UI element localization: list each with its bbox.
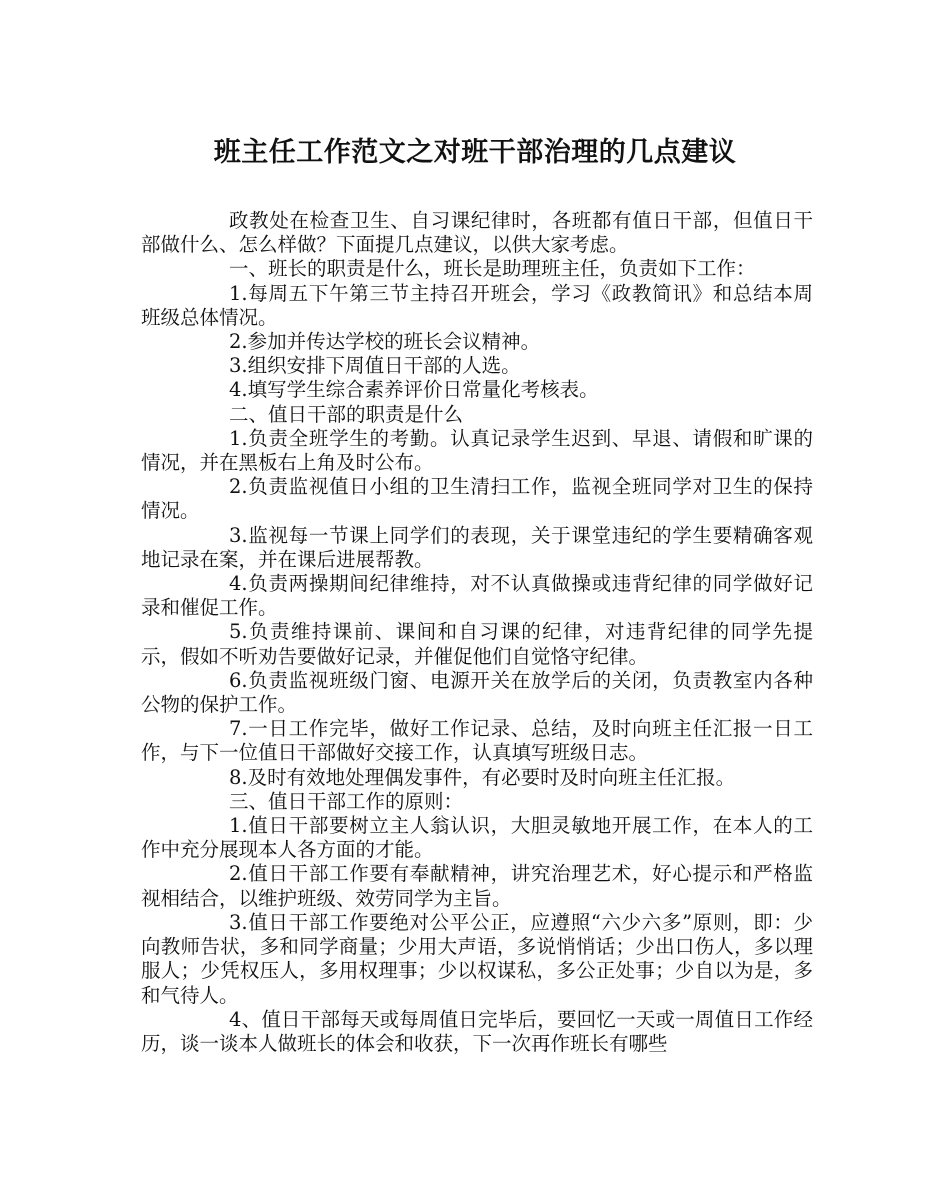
list-item: 4、值日干部每天或每周值日完毕后，要回忆一天或一周值日工作经历，谈一谈本人做班长的体会和收获，下一次再作班长有哪些 <box>141 1007 813 1055</box>
list-item: 2.参加并传达学校的班长会议精神。 <box>229 330 541 354</box>
list-item: 3.监视每一节课上同学们的表现，关于课堂违纪的学生要精确客观地记录在案，并在课后进展帮教。 <box>141 523 813 571</box>
document-title: 班主任工作范文之对班干部治理的几点建议 <box>213 137 737 168</box>
list-item: 8.及时有效地处理偶发事件，有必要时及时向班主任汇报。 <box>229 765 736 789</box>
section-heading-principles: 三、值日干部工作的原则： <box>229 789 464 813</box>
list-item: 5.负责维持课前、课间和自习课的纪律，对违背纪律的同学先提示，假如不听劝告要做好记录，并催促他们自觉恪守纪律。 <box>141 620 813 668</box>
document-body <box>141 209 813 1056</box>
list-item: 4.填写学生综合素养评价日常量化考核表。 <box>229 378 599 402</box>
paragraph-intro: 政教处在检查卫生、自习课纪律时，各班都有值日干部，但值日干部做什么、怎么样做？下面提几点建议，以供大家考虑。 <box>141 209 813 257</box>
list-item: 2.值日干部工作要有奉献精神，讲究治理艺术，好心提示和严格监视相结合，以维护班级、效劳同学为主旨。 <box>141 862 813 910</box>
list-item: 4.负责两操期间纪律维持，对不认真做操或违背纪律的同学做好记录和催促工作。 <box>141 572 813 620</box>
list-item: 1.每周五下午第三节主持召开班会，学习《政教简讯》和总结本周班级总体情况。 <box>141 281 813 329</box>
list-item: 7.一日工作完毕，做好工作记录、总结，及时向班主任汇报一日工作，与下一位值日干部做好交接工作，认真填写班级日志。 <box>141 717 813 765</box>
section-heading-monitor-duties: 一、班长的职责是什么，班长是助理班主任，负责如下工作： <box>229 257 756 281</box>
list-item: 2.负责监视值日小组的卫生清扫工作，监视全班同学对卫生的保持情况。 <box>141 475 813 523</box>
section-heading-duty-cadre-duties: 二、值日干部的职责是什么 <box>229 402 464 426</box>
list-item: 3.值日干部工作要绝对公平公正，应遵照“六少六多”原则，即：少向教师告状，多和同学商量；少用大声语，多说悄悄话；少出口伤人，多以理服人；少凭权压人，多用权理事；少以权谋私，多公正处事；少自以为是，多和气待人。 <box>141 910 813 1007</box>
list-item: 1.负责全班学生的考勤。认真记录学生迟到、早退、请假和旷课的情况，并在黑板右上角及时公布。 <box>141 426 813 475</box>
list-item: 3.组织安排下周值日干部的人选。 <box>229 354 521 378</box>
list-item: 6.负责监视班级门窗、电源开关在放学后的关闭，负责教室内各种公物的保护工作。 <box>141 668 813 717</box>
list-item: 1.值日干部要树立主人翁认识，大胆灵敏地开展工作，在本人的工作中充分展现本人各方面的才能。 <box>141 814 813 862</box>
